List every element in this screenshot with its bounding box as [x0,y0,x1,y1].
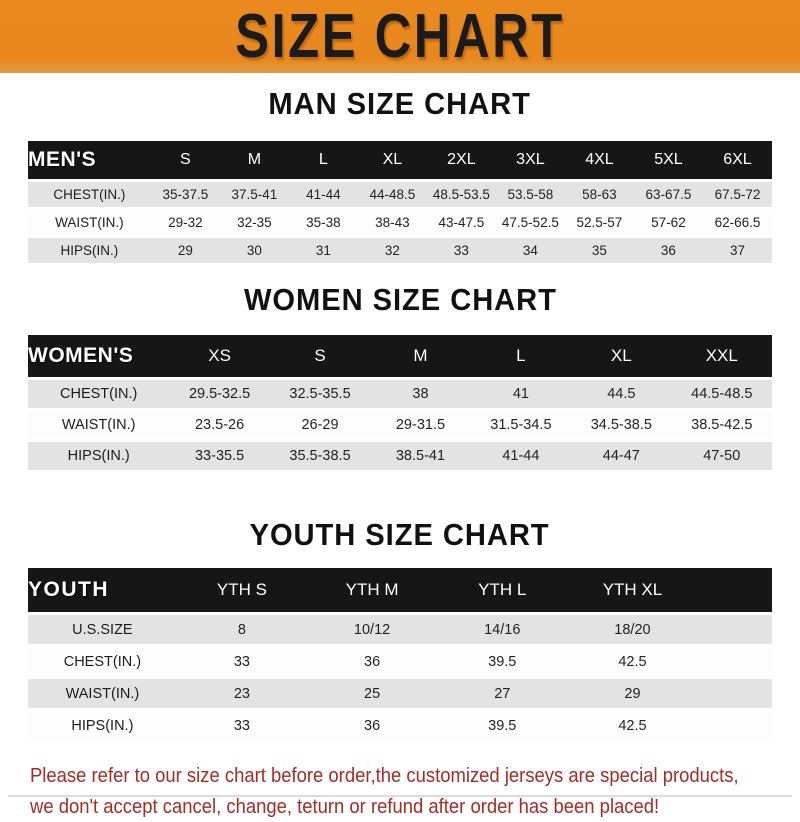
row-label: U.S.SIZE [28,615,177,644]
size-column-header: S [270,335,370,377]
measurement-row [28,411,772,439]
size-value-cell: 58-63 [565,182,634,207]
row-label: CHEST(IN.) [28,647,177,676]
size-column-header: S [151,141,220,179]
table-body [28,182,772,263]
size-table [28,565,772,743]
size-value-cell: 38-43 [358,210,427,235]
table-body [28,615,772,740]
size-value-cell: 23.5-26 [169,411,269,439]
size-value-cell: 39.5 [437,711,567,740]
notice-line-2: we don't accept cancel, change, teturn or refund after order has been placed! [30,795,660,818]
measurement-row [28,210,772,235]
size-value-cell: 44-47 [571,442,671,470]
measurement-row [28,238,772,263]
measurement-row [28,615,772,644]
spacer-cell [698,647,772,676]
size-column-header: XXL [672,335,772,377]
table-head [28,141,772,179]
measurement-row [28,182,772,207]
men-section-heading-text: MAN SIZE CHART [268,86,532,121]
table-body [28,380,772,470]
youth-size-table-host [0,565,800,743]
size-column-header: YTH XL [567,568,697,612]
size-value-cell: 35.5-38.5 [270,442,370,470]
measurement-row [28,679,772,708]
size-column-header: YTH L [437,568,567,612]
size-value-cell: 57-62 [634,210,703,235]
women-section-heading [0,282,800,320]
measurement-row [28,380,772,408]
size-value-cell: 39.5 [437,647,567,676]
spacer-cell [698,679,772,708]
size-value-cell: 37 [703,238,772,263]
size-value-cell: 44-48.5 [358,182,427,207]
size-value-cell: 67.5-72 [703,182,772,207]
size-value-cell: 36 [307,647,437,676]
measurement-row [28,711,772,740]
size-value-cell: 41-44 [471,442,571,470]
youth-section-heading [0,517,800,555]
size-value-cell: 23 [177,679,307,708]
size-value-cell: 38 [370,380,470,408]
row-label: WAIST(IN.) [28,679,177,708]
table-head [28,568,772,612]
size-value-cell: 42.5 [567,647,697,676]
header-row [28,335,772,377]
banner-title: SIZE CHART [235,1,565,71]
men-section-heading [0,86,800,124]
footer-notice [30,760,800,822]
row-label: CHEST(IN.) [28,182,151,207]
size-value-cell: 47-50 [672,442,772,470]
size-value-cell: 29-32 [151,210,220,235]
size-value-cell: 35 [565,238,634,263]
size-value-cell: 35-38 [289,210,358,235]
size-column-header: 5XL [634,141,703,179]
size-column-header: 6XL [703,141,772,179]
size-value-cell: 48.5-53.5 [427,182,496,207]
size-column-header: YTH M [307,568,437,612]
men-size-section [0,86,800,266]
size-value-cell: 32.5-35.5 [270,380,370,408]
size-value-cell: 29.5-32.5 [169,380,269,408]
table-header-label: YOUTH [28,568,177,612]
size-value-cell: 29-31.5 [370,411,470,439]
size-value-cell: 36 [307,711,437,740]
size-table [28,332,772,473]
men-size-table-host [0,138,800,266]
size-value-cell: 33 [427,238,496,263]
header-row [28,141,772,179]
spacer-cell [698,711,772,740]
size-value-cell: 62-66.5 [703,210,772,235]
size-column-header: 3XL [496,141,565,179]
size-value-cell: 41-44 [289,182,358,207]
header-row [28,568,772,612]
size-value-cell: 32-35 [220,210,289,235]
row-label: WAIST(IN.) [28,210,151,235]
notice-line-1: Please refer to our size chart before order,the customized jerseys are special products, [30,764,739,787]
size-value-cell: 42.5 [567,711,697,740]
size-value-cell: 26-29 [270,411,370,439]
size-column-header: XL [358,141,427,179]
size-value-cell: 29 [567,679,697,708]
size-value-cell: 44.5-48.5 [672,380,772,408]
size-value-cell: 35-37.5 [151,182,220,207]
row-label: WAIST(IN.) [28,411,169,439]
row-label: HIPS(IN.) [28,711,177,740]
size-value-cell: 25 [307,679,437,708]
row-label: HIPS(IN.) [28,238,151,263]
spacer-cell [698,615,772,644]
size-value-cell: 33 [177,711,307,740]
table-head [28,335,772,377]
size-value-cell: 27 [437,679,567,708]
size-value-cell: 37.5-41 [220,182,289,207]
size-column-header: L [289,141,358,179]
size-value-cell: 32 [358,238,427,263]
size-value-cell: 30 [220,238,289,263]
size-column-header: XL [571,335,671,377]
women-size-section [0,282,800,473]
size-column-header: M [370,335,470,377]
size-value-cell: 44.5 [571,380,671,408]
header-spacer-cell [698,568,772,612]
size-value-cell: 18/20 [567,615,697,644]
size-value-cell: 33-35.5 [169,442,269,470]
size-value-cell: 31 [289,238,358,263]
size-value-cell: 52.5-57 [565,210,634,235]
banner [0,0,800,73]
size-column-header: M [220,141,289,179]
row-label: HIPS(IN.) [28,442,169,470]
size-value-cell: 31.5-34.5 [471,411,571,439]
size-value-cell: 53.5-58 [496,182,565,207]
measurement-row [28,442,772,470]
size-value-cell: 47.5-52.5 [496,210,565,235]
size-value-cell: 8 [177,615,307,644]
size-column-header: L [471,335,571,377]
size-value-cell: 29 [151,238,220,263]
charts-area [0,86,800,743]
size-value-cell: 34.5-38.5 [571,411,671,439]
size-value-cell: 14/16 [437,615,567,644]
measurement-row [28,647,772,676]
size-value-cell: 38.5-42.5 [672,411,772,439]
size-value-cell: 10/12 [307,615,437,644]
size-column-header: XS [169,335,269,377]
size-table [28,138,772,266]
row-label: CHEST(IN.) [28,380,169,408]
table-header-label: MEN'S [28,141,151,179]
size-value-cell: 38.5-41 [370,442,470,470]
women-size-table-host [0,332,800,473]
youth-section-heading-text: YOUTH SIZE CHART [250,517,550,552]
size-column-header: 2XL [427,141,496,179]
size-value-cell: 36 [634,238,703,263]
size-value-cell: 33 [177,647,307,676]
size-value-cell: 34 [496,238,565,263]
youth-size-section [0,517,800,743]
size-column-header: 4XL [565,141,634,179]
size-column-header: YTH S [177,568,307,612]
size-value-cell: 41 [471,380,571,408]
women-section-heading-text: WOMEN SIZE CHART [243,282,557,317]
table-header-label: WOMEN'S [28,335,169,377]
size-value-cell: 43-47.5 [427,210,496,235]
size-value-cell: 63-67.5 [634,182,703,207]
